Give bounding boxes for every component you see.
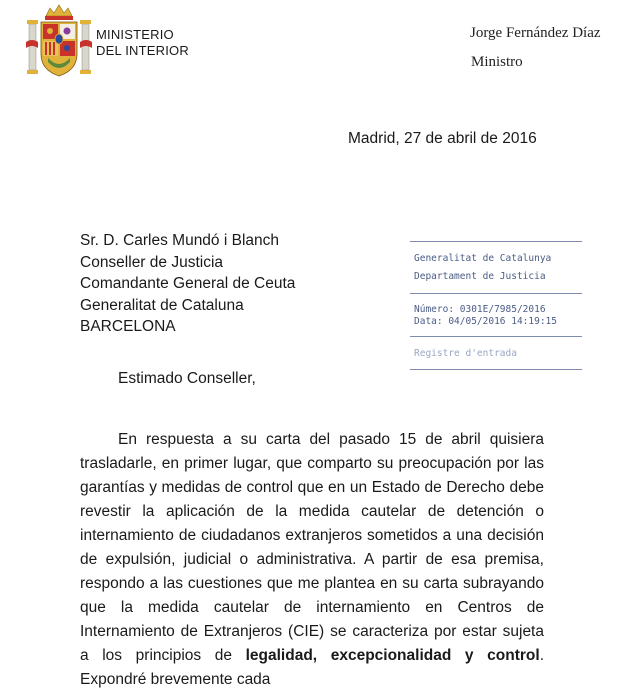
stamp-number: Número: 0301E/7985/2016	[414, 304, 546, 315]
minister-name: Jorge Fernández Díaz	[470, 25, 601, 41]
recipient-name: Sr. D. Carles Mundó i Blanch	[80, 232, 280, 249]
stamp-line-2: Departament de Justicia	[414, 271, 546, 282]
letter-body	[80, 428, 544, 688]
stamp-line-1: Generalitat de Catalunya	[414, 253, 552, 264]
stamp-divider	[410, 369, 582, 370]
registry-stamp	[410, 236, 582, 372]
recipient-address	[80, 230, 295, 338]
body-text-part-1: En respuesta a su carta del pasado 15 de abril quisiera trasladarle, en primer lugar, que comparto su preocupación por las garantías y medidas de control que en un Estado de Derecho debe revestir la aplicación de la medida cautelar de detención o internamiento de ciudadanos extranjeros sometidos a una decisión de expulsión, judicial o administrativa. A partir de esa premisa, respondo a las cuestiones que me plantea en su carta subrayando que la medida cautelar de internamiento en Centros de Internamiento de Extranjeros (CIE) se caracteriza por estar sujeta a los principios de	[80, 431, 544, 664]
recipient-city: BARCELONA	[80, 318, 176, 335]
stamp-divider	[410, 241, 582, 242]
recipient-position: Conseller de Justicia	[80, 253, 224, 271]
ministry-line-2: DEL INTERIOR	[96, 43, 189, 58]
body-text-part-2: . Expondré brevemente cada	[80, 647, 544, 688]
minister-title: Ministro	[471, 54, 523, 70]
stamp-divider	[410, 336, 582, 337]
salutation: Estimado Conseller,	[118, 370, 256, 387]
ministry-name	[96, 27, 189, 59]
ministry-line-1: MINISTERIO	[96, 27, 174, 42]
recipient-position-2: Comandante General de Ceuta	[80, 275, 296, 292]
letter-date: Madrid, 27 de abril de 2016	[348, 130, 537, 147]
body-text-bold: legalidad, excepcionalidad y control	[245, 647, 540, 664]
recipient-organization: Generalitat de Cataluna	[80, 296, 244, 314]
stamp-datetime: Data: 04/05/2016 14:19:15	[414, 316, 557, 327]
spain-coat-of-arms-icon	[26, 2, 92, 80]
stamp-entry: Registre d'entrada	[414, 348, 517, 359]
stamp-divider	[410, 293, 582, 294]
